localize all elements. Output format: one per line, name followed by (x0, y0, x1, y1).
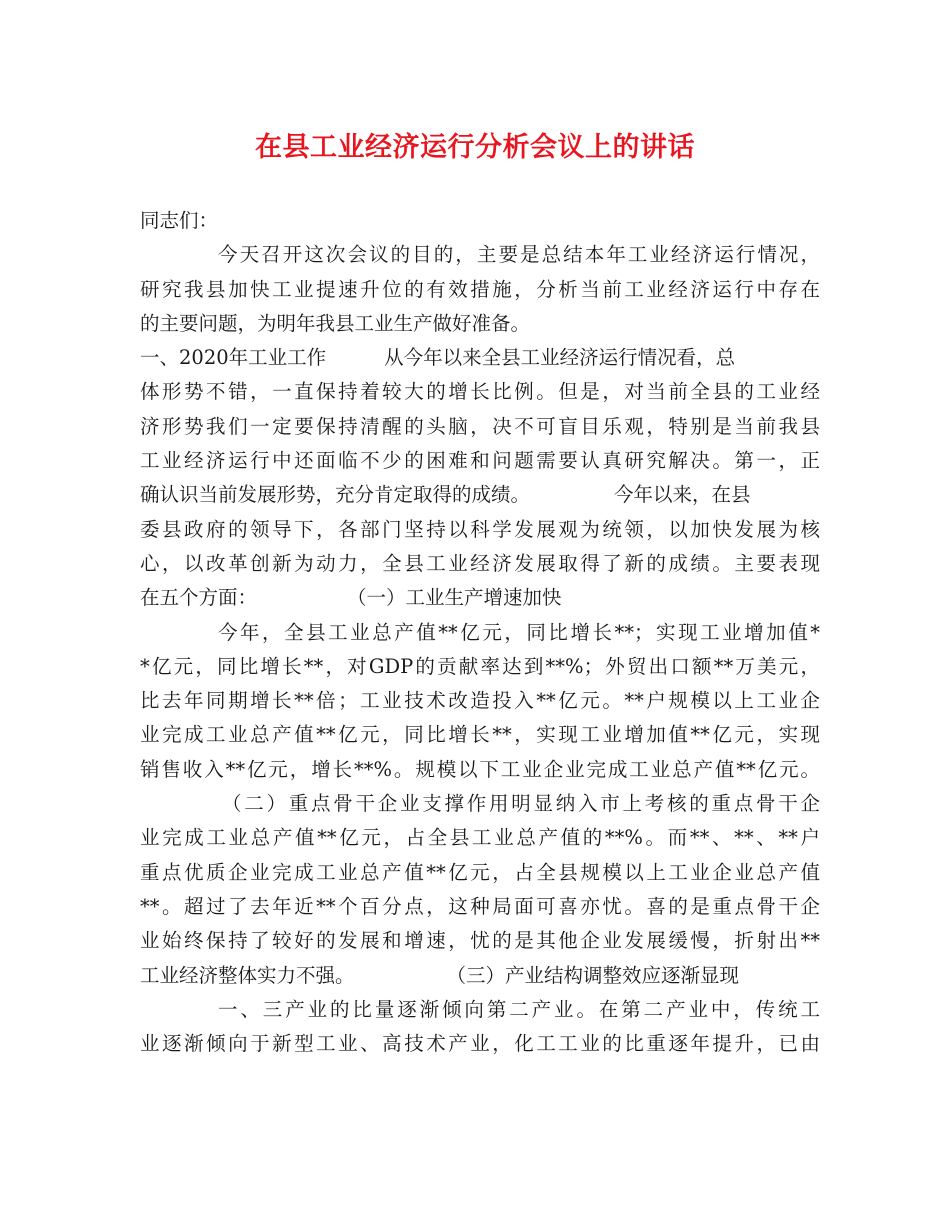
paragraph-line: 工业经济运行中还面临不少的困难和问题需要认真研究解决。第一，正 (140, 449, 820, 473)
subsection-heading: （一）工业生产增速加快 (347, 586, 562, 610)
paragraph-line: 比去年同期增长**倍；工业技术改造投入**亿元。**户规模以上工业企 (140, 689, 820, 713)
document-body (140, 204, 820, 1061)
paragraph-line: 体形势不错，一直保持着较大的增长比例。但是，对当前全县的工业经 (140, 380, 820, 404)
paragraph-line: 销售收入**亿元，增长**%。规模以下工业企业完成工业总产值**亿元。 (140, 757, 820, 781)
paragraph-line: 的主要问题，为明年我县工业生产做好准备。 (140, 311, 531, 335)
salutation: 同志们： (140, 209, 219, 232)
paragraph-line: 委县政府的领导下，各部门坚持以科学发展观为统领，以加快发展为核 (140, 517, 820, 541)
paragraph-line: 心，以改革创新为动力，全县工业经济发展取得了新的成绩。主要表现 (140, 551, 820, 575)
paragraph-line: 今天召开这次会议的目的，主要是总结本年工业经济运行情况， (218, 243, 820, 267)
subsection-heading: （三）产业结构调整效应逐渐显现 (446, 963, 740, 987)
paragraph-line: 业完成工业总产值**亿元，同比增长**，实现工业增加值**亿元，实现 (140, 723, 820, 747)
section-heading: 一、2020年工业工作 (140, 346, 327, 370)
paragraph-line: 研究我县加快工业提速升位的有效措施，分析当前工业经济运行中存在 (140, 277, 820, 301)
paragraph-line: *亿元，同比增长**，对GDP的贡献率达到**%；外贸出口额**万美元， (140, 654, 820, 678)
paragraph-line: **。超过了去年近**个百分点，这种局面可喜亦忧。喜的是重点骨干企 (140, 894, 820, 918)
paragraph-line: 今年，全县工业总产值**亿元，同比增长**；实现工业增加值* (218, 620, 820, 644)
paragraph-line: 在五个方面： （一）工业生产增速加快 (140, 586, 562, 610)
paragraph-line: 业始终保持了较好的发展和增速，忧的是其他企业发展缓慢，折射出** (140, 929, 820, 953)
paragraph-line: 确认识当前发展形势，充分肯定取得的成绩。 今年以来，在县 (140, 483, 751, 507)
paragraph-line: 重点优质企业完成工业总产值**亿元，占全县规模以上工业企业总产值 (140, 860, 820, 884)
paragraph-line: 济形势我们一定要保持清醒的头脑，决不可盲目乐观，特别是当前我县 (140, 414, 820, 438)
paragraph-line: 工业经济整体实力不强。 （三）产业结构调整效应逐渐显现 (140, 963, 740, 987)
document-title: 在县工业经济运行分析会议上的讲话 (255, 132, 695, 163)
paragraph-line: 一、2020年工业工作 从今年以来全县工业经济运行情况看，总 (140, 346, 736, 370)
paragraph-line: （二）重点骨干企业支撑作用明显纳入市上考核的重点骨干企 (222, 792, 820, 816)
paragraph-line: 业逐渐倾向于新型工业、高技术产业，化工工业的比重逐年提升，已由 (140, 1032, 820, 1056)
paragraph-line: 一、三产业的比量逐渐倾向第二产业。在第二产业中，传统工 (218, 997, 820, 1021)
paragraph-line: 业完成工业总产值**亿元，占全县工业总产值的**%。而**、**、**户 (140, 826, 820, 850)
